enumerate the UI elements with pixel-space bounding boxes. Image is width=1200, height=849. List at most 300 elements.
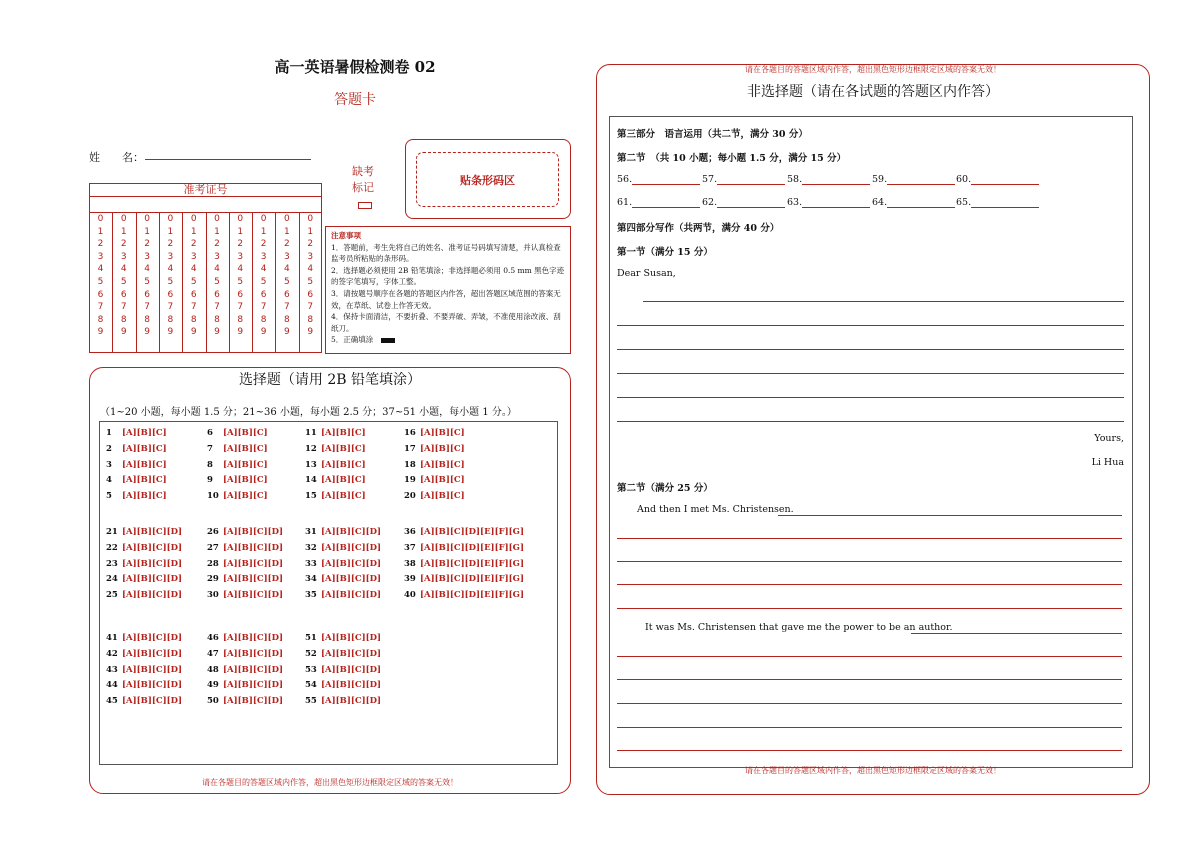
admission-digit-bubble[interactable]: 5 xyxy=(214,276,220,287)
answer-options[interactable]: [A][B][C][D] xyxy=(121,558,183,569)
admission-digit-bubble[interactable]: 6 xyxy=(144,289,150,300)
question-6[interactable] xyxy=(207,428,268,438)
writing-line[interactable] xyxy=(617,656,1122,657)
writing-line[interactable] xyxy=(617,373,1124,374)
admission-number-label: 准考证号 xyxy=(89,183,322,197)
writing-line[interactable] xyxy=(911,633,1122,634)
admission-digit-bubble[interactable]: 5 xyxy=(190,276,197,287)
admission-digit-bubble[interactable]: 0 xyxy=(167,214,174,224)
admission-digit-bubble[interactable]: 4 xyxy=(284,264,290,275)
writing-line[interactable] xyxy=(617,561,1122,562)
paragraph1-start: And then I met Ms. Christensen. xyxy=(637,504,794,515)
admission-digit-bubble[interactable]: 0 xyxy=(120,214,127,224)
question-45[interactable] xyxy=(106,696,182,706)
question-15[interactable] xyxy=(305,491,366,501)
writing-line[interactable] xyxy=(617,608,1122,609)
blank-answer[interactable] xyxy=(787,197,870,208)
blank-answer[interactable] xyxy=(617,197,700,208)
admission-digit-bubble[interactable]: 6 xyxy=(260,289,267,300)
admission-digit-bubble[interactable]: 5 xyxy=(120,276,127,287)
question-4[interactable] xyxy=(106,475,167,485)
admission-digit-bubble[interactable]: 5 xyxy=(144,276,150,287)
admission-digit-bubble[interactable]: 3 xyxy=(167,251,174,262)
warning-left: 请在各题目的答题区域内作答，超出黑色矩形边框限定区域的答案无效！ xyxy=(202,778,458,787)
answer-options[interactable]: [A][B][C][D] xyxy=(222,633,284,643)
answer-options[interactable]: [A][B][C][D] xyxy=(222,558,284,569)
admission-digit-bubble[interactable]: 3 xyxy=(97,251,104,262)
admission-digit-bubble[interactable]: 6 xyxy=(237,289,244,300)
writing-line[interactable] xyxy=(617,750,1122,751)
question-10[interactable] xyxy=(207,491,268,501)
admission-digit-bubble[interactable]: 0 xyxy=(214,214,220,224)
question-42[interactable] xyxy=(106,649,182,659)
question-number: 5 xyxy=(106,491,112,502)
admission-digit-bubble[interactable]: 1 xyxy=(307,226,314,237)
admission-digit-bubble[interactable]: 8 xyxy=(120,314,127,325)
answer-options[interactable]: [A][B][C][D][E][F][G] xyxy=(419,542,524,553)
question-number: 2 xyxy=(106,443,112,454)
blank-line[interactable] xyxy=(887,183,955,185)
question-25[interactable] xyxy=(106,590,182,600)
admission-digit-bubble[interactable]: 4 xyxy=(260,264,267,275)
writing-line[interactable] xyxy=(617,538,1122,539)
question-number: 44 xyxy=(106,680,118,691)
writing-line[interactable] xyxy=(617,727,1122,728)
admission-digit-bubble[interactable]: 1 xyxy=(120,226,127,237)
absent-mark-box[interactable] xyxy=(358,202,372,209)
question-28[interactable] xyxy=(207,559,283,569)
admission-digit-bubble[interactable]: 8 xyxy=(167,314,174,325)
admission-digit-bubble[interactable]: 5 xyxy=(167,276,174,287)
admission-digit-bubble[interactable]: 7 xyxy=(307,302,314,313)
admission-digit-bubble[interactable]: 3 xyxy=(120,251,127,262)
answer-options[interactable]: [A][B][C][D] xyxy=(121,590,183,601)
admission-digit-bubble[interactable]: 9 xyxy=(167,327,174,338)
admission-digit-column[interactable] xyxy=(89,213,112,339)
answer-options[interactable]: [A][B][C][D] xyxy=(320,542,382,553)
question-number: 42 xyxy=(106,648,118,659)
writing-line[interactable] xyxy=(617,349,1124,350)
answer-options[interactable]: [A][B][C] xyxy=(419,428,465,438)
answer-options[interactable]: [A][B][C][D] xyxy=(222,664,284,675)
answer-options[interactable]: [A][B][C] xyxy=(419,459,465,470)
answer-options[interactable]: [A][B][C][D] xyxy=(222,680,284,691)
nonchoice-answer-box xyxy=(609,116,1133,768)
blank-answer[interactable] xyxy=(956,174,1039,185)
admission-digit-bubble[interactable]: 4 xyxy=(214,264,220,275)
blank-line[interactable] xyxy=(632,206,700,208)
question-3[interactable] xyxy=(106,460,167,470)
question-49[interactable] xyxy=(207,680,283,690)
question-8[interactable] xyxy=(207,460,268,470)
admission-digit-column[interactable] xyxy=(112,213,135,339)
blank-line[interactable] xyxy=(717,183,785,185)
admission-digit-bubble[interactable]: 9 xyxy=(214,327,220,338)
admission-digit-column[interactable] xyxy=(252,213,275,339)
answer-options[interactable]: [A][B][C] xyxy=(121,443,167,454)
admission-digit-bubble[interactable]: 5 xyxy=(284,276,290,287)
answer-options[interactable]: [A][B][C] xyxy=(222,459,268,470)
admission-digit-bubble[interactable]: 2 xyxy=(260,239,267,250)
question-27[interactable] xyxy=(207,543,283,553)
admission-digit-bubble[interactable]: 0 xyxy=(307,214,314,224)
admission-digit-bubble[interactable]: 7 xyxy=(260,302,267,313)
answer-options[interactable]: [A][B][C][D] xyxy=(121,574,183,585)
question-50[interactable] xyxy=(207,696,283,706)
question-36[interactable] xyxy=(404,527,524,537)
answer-options[interactable]: [A][B][C][D] xyxy=(121,527,183,537)
admission-digit-bubble[interactable]: 8 xyxy=(97,314,104,325)
answer-options[interactable]: [A][B][C][D][E][F][G] xyxy=(419,527,524,537)
question-2[interactable] xyxy=(106,444,167,454)
admission-digit-bubble[interactable]: 4 xyxy=(144,264,150,275)
column-divider xyxy=(229,213,230,353)
answer-options[interactable]: [A][B][C][D] xyxy=(121,648,183,659)
admission-digit-bubble[interactable]: 1 xyxy=(260,226,267,237)
question-55[interactable] xyxy=(305,696,381,706)
admission-digit-bubble[interactable]: 6 xyxy=(167,289,174,300)
admission-digit-bubble[interactable]: 0 xyxy=(260,214,267,224)
admission-digit-bubble[interactable]: 5 xyxy=(260,276,267,287)
admission-digit-bubble[interactable]: 2 xyxy=(214,239,220,250)
name-field[interactable] xyxy=(145,158,311,160)
question-31[interactable] xyxy=(305,527,381,537)
question-44[interactable] xyxy=(106,680,182,690)
blank-number: 63. xyxy=(787,197,803,208)
question-37[interactable] xyxy=(404,543,524,553)
admission-digit-bubble[interactable]: 2 xyxy=(120,239,127,250)
answer-options[interactable]: [A][B][C][D] xyxy=(121,696,183,707)
admission-digit-bubble[interactable]: 3 xyxy=(284,251,290,262)
admission-digit-bubble[interactable]: 3 xyxy=(190,251,197,262)
admission-digit-bubble[interactable]: 5 xyxy=(307,276,314,287)
column-divider xyxy=(252,213,253,353)
admission-digit-bubble[interactable]: 0 xyxy=(97,214,104,224)
answer-options[interactable]: [A][B][C] xyxy=(419,443,465,454)
admission-digit-bubble[interactable]: 3 xyxy=(307,251,314,262)
admission-digit-column[interactable] xyxy=(136,213,159,339)
admission-digit-bubble[interactable]: 0 xyxy=(284,214,290,224)
admission-digit-bubble[interactable]: 9 xyxy=(260,327,267,338)
question-21[interactable] xyxy=(106,527,182,537)
answer-options[interactable]: [A][B][C] xyxy=(222,443,268,454)
answer-options[interactable]: [A][B][C][D] xyxy=(320,696,382,707)
question-30[interactable] xyxy=(207,590,283,600)
question-47[interactable] xyxy=(207,649,283,659)
answer-options[interactable]: [A][B][C][D] xyxy=(222,696,284,707)
answer-options[interactable]: [A][B][C] xyxy=(320,491,366,502)
admission-digit-bubble[interactable]: 9 xyxy=(284,327,290,338)
admission-digit-bubble[interactable]: 1 xyxy=(190,226,197,237)
notes-item: 1．答题前，考生先将自己的姓名、准考证号码填写清楚，并认真检查监考员所粘贴的条形码。 xyxy=(331,242,561,264)
admission-digit-bubble[interactable]: 1 xyxy=(167,226,174,237)
card-subtitle: 答题卡 xyxy=(334,92,376,108)
question-38[interactable] xyxy=(404,559,524,569)
question-number: 30 xyxy=(207,590,219,601)
blank-number: 58. xyxy=(787,174,803,185)
admission-digit-bubble[interactable]: 7 xyxy=(284,302,290,313)
question-number: 35 xyxy=(305,590,317,601)
admission-digit-column[interactable] xyxy=(275,213,298,339)
paragraph2-start: It was Ms. Christensen that gave me the power to be an author. xyxy=(645,622,953,633)
admission-digit-bubble[interactable]: 6 xyxy=(284,289,290,300)
column-divider xyxy=(136,213,137,353)
admission-digit-column[interactable] xyxy=(206,213,229,339)
blank-line[interactable] xyxy=(632,183,700,185)
blank-answer[interactable] xyxy=(702,174,785,185)
admission-digit-bubble[interactable]: 8 xyxy=(237,314,244,325)
answer-options[interactable]: [A][B][C] xyxy=(320,475,366,486)
admission-digit-bubble[interactable]: 9 xyxy=(237,327,244,338)
column-divider xyxy=(112,213,113,353)
question-20[interactable] xyxy=(404,491,465,501)
admission-digit-bubble[interactable]: 4 xyxy=(167,264,174,275)
question-14[interactable] xyxy=(305,475,366,485)
writing-line[interactable] xyxy=(617,679,1122,680)
admission-digit-bubble[interactable]: 7 xyxy=(167,302,174,313)
blank-answer[interactable] xyxy=(702,197,785,208)
question-number: 32 xyxy=(305,542,317,553)
admission-digit-bubble[interactable]: 6 xyxy=(120,289,127,300)
admission-digit-bubble[interactable]: 7 xyxy=(214,302,220,313)
answer-options[interactable]: [A][B][C][D] xyxy=(222,574,284,585)
question-13[interactable] xyxy=(305,460,366,470)
writing-line[interactable] xyxy=(617,703,1122,704)
question-number: 47 xyxy=(207,648,219,659)
admission-digit-bubble[interactable]: 7 xyxy=(144,302,150,313)
question-22[interactable] xyxy=(106,543,182,553)
admission-digit-bubble[interactable]: 1 xyxy=(97,226,104,237)
admission-digit-bubble[interactable]: 2 xyxy=(167,239,174,250)
question-41[interactable] xyxy=(106,633,182,643)
admission-digit-bubble[interactable]: 8 xyxy=(307,314,314,325)
nonchoice-title: 非选择题（请在各试题的答题区内作答） xyxy=(747,84,999,100)
admission-digit-bubble[interactable]: 4 xyxy=(97,264,104,275)
question-number: 34 xyxy=(305,574,317,585)
admission-digit-bubble[interactable]: 6 xyxy=(307,289,314,300)
admission-digit-column[interactable] xyxy=(299,213,322,339)
question-number: 33 xyxy=(305,558,317,569)
answer-options[interactable]: [A][B][C] xyxy=(222,475,268,486)
answer-options[interactable]: [A][B][C] xyxy=(320,443,366,454)
admission-digit-bubble[interactable]: 7 xyxy=(97,302,104,313)
admission-digit-bubble[interactable]: 7 xyxy=(237,302,244,313)
blank-number: 61. xyxy=(617,197,633,208)
admission-digit-bubble[interactable]: 9 xyxy=(144,327,150,338)
question-17[interactable] xyxy=(404,444,465,454)
admission-digit-bubble[interactable]: 2 xyxy=(97,239,104,250)
admission-digit-bubble[interactable]: 6 xyxy=(97,289,104,300)
blank-line[interactable] xyxy=(717,206,785,208)
question-29[interactable] xyxy=(207,574,283,584)
question-number: 23 xyxy=(106,558,118,569)
admission-digit-bubble[interactable]: 0 xyxy=(144,214,150,224)
question-number: 45 xyxy=(106,696,118,707)
question-32[interactable] xyxy=(305,543,381,553)
admission-digit-bubble[interactable]: 3 xyxy=(144,251,150,262)
question-34[interactable] xyxy=(305,574,381,584)
question-5[interactable] xyxy=(106,491,167,501)
blank-line[interactable] xyxy=(802,206,870,208)
admission-digit-bubble[interactable]: 2 xyxy=(237,239,244,250)
question-number: 27 xyxy=(207,542,219,553)
answer-options[interactable]: [A][B][C][D] xyxy=(121,542,183,553)
admission-digit-bubble[interactable]: 3 xyxy=(237,251,244,262)
admission-digit-bubble[interactable]: 8 xyxy=(190,314,197,325)
admission-digit-bubble[interactable]: 3 xyxy=(214,251,220,262)
answer-options[interactable]: [A][B][C][D] xyxy=(320,574,382,585)
admission-digit-bubble[interactable]: 9 xyxy=(97,327,104,338)
question-16[interactable] xyxy=(404,428,465,438)
blank-line[interactable] xyxy=(802,183,870,185)
question-40[interactable] xyxy=(404,590,524,600)
admission-digit-bubble[interactable]: 0 xyxy=(190,214,197,224)
writing-line[interactable] xyxy=(617,421,1124,422)
answer-options[interactable]: [A][B][C][D] xyxy=(320,527,382,537)
blank-number: 60. xyxy=(956,174,972,185)
answer-options[interactable]: [A][B][C] xyxy=(121,475,167,486)
admission-digit-bubble[interactable]: 2 xyxy=(190,239,197,250)
blank-answer[interactable] xyxy=(787,174,870,185)
admission-digit-bubble[interactable]: 2 xyxy=(144,239,150,250)
admission-digit-bubble[interactable]: 9 xyxy=(190,327,197,338)
writing-line[interactable] xyxy=(617,325,1124,326)
admission-digit-bubble[interactable]: 1 xyxy=(237,226,244,237)
answer-options[interactable]: [A][B][C][D] xyxy=(222,542,284,553)
warning-bottom-right: 请在各题目的答题区域内作答，超出黑色矩形边框限定区域的答案无效！ xyxy=(745,766,1001,775)
admission-digit-column[interactable] xyxy=(182,213,205,339)
admission-digit-bubble[interactable]: 4 xyxy=(237,264,244,275)
question-54[interactable] xyxy=(305,680,381,690)
answer-options[interactable]: [A][B][C][D] xyxy=(320,590,382,601)
question-19[interactable] xyxy=(404,475,465,485)
question-24[interactable] xyxy=(106,574,182,584)
question-1[interactable] xyxy=(106,428,167,438)
question-number: 22 xyxy=(106,542,118,553)
answer-options[interactable]: [A][B][C] xyxy=(419,475,465,486)
blank-answer[interactable] xyxy=(872,174,955,185)
question-26[interactable] xyxy=(207,527,283,537)
admission-digit-bubble[interactable]: 8 xyxy=(144,314,150,325)
answer-options[interactable]: [A][B][C] xyxy=(222,491,268,502)
admission-digit-bubble[interactable]: 4 xyxy=(307,264,314,275)
question-number: 17 xyxy=(404,443,416,454)
answer-options[interactable]: [A][B][C][D] xyxy=(121,680,183,691)
answer-options[interactable]: [A][B][C][D] xyxy=(320,680,382,691)
admission-digit-bubble[interactable]: 8 xyxy=(284,314,290,325)
answer-options[interactable]: [A][B][C] xyxy=(121,491,167,502)
answer-options[interactable]: [A][B][C][D] xyxy=(121,664,183,675)
writing-line[interactable] xyxy=(778,515,1122,516)
admission-digit-bubble[interactable]: 2 xyxy=(284,239,290,250)
answer-options[interactable]: [A][B][C] xyxy=(320,459,366,470)
question-48[interactable] xyxy=(207,665,283,675)
admission-digit-bubble[interactable]: 3 xyxy=(260,251,267,262)
admission-digit-bubble[interactable]: 7 xyxy=(190,302,197,313)
question-51[interactable] xyxy=(305,633,381,643)
answer-options[interactable]: [A][B][C][D] xyxy=(320,648,382,659)
answer-options[interactable]: [A][B][C][D] xyxy=(320,664,382,675)
admission-digit-bubble[interactable]: 5 xyxy=(237,276,244,287)
answer-options[interactable]: [A][B][C][D] xyxy=(222,527,284,537)
answer-options[interactable]: [A][B][C][D] xyxy=(320,558,382,569)
blank-answer[interactable] xyxy=(872,197,955,208)
writing-section1-heading: 第一节（满分 15 分） xyxy=(617,247,713,258)
admission-digit-bubble[interactable]: 1 xyxy=(284,226,290,237)
choice-note: （1~20 小题，每小题 1.5 分；21~36 小题，每小题 2.5 分；37~51 小题，每小题 1 分。） xyxy=(100,407,517,418)
question-46[interactable] xyxy=(207,633,283,643)
admission-digit-bubble[interactable]: 9 xyxy=(120,327,127,338)
blank-answer[interactable] xyxy=(617,174,700,185)
answer-options[interactable]: [A][B][C] xyxy=(222,428,268,438)
notes-item: 2．选择题必须使用 2B 铅笔填涂；非选择题必须用 0.5 mm 黑色字迹的签字笔填写，字体工整。 xyxy=(331,265,565,287)
admission-digit-column[interactable] xyxy=(229,213,252,339)
question-12[interactable] xyxy=(305,444,366,454)
question-number: 15 xyxy=(305,491,317,502)
answer-options[interactable]: [A][B][C] xyxy=(320,428,366,438)
question-43[interactable] xyxy=(106,665,182,675)
answer-options[interactable]: [A][B][C][D] xyxy=(320,633,382,643)
admission-digit-bubble[interactable]: 4 xyxy=(120,264,127,275)
admission-digit-bubble[interactable]: 6 xyxy=(214,289,220,300)
writing-line[interactable] xyxy=(617,584,1122,585)
answer-options[interactable]: [A][B][C][D][E][F][G] xyxy=(419,590,524,601)
answer-options[interactable]: [A][B][C] xyxy=(121,428,167,438)
answer-options[interactable]: [A][B][C][D] xyxy=(121,633,183,643)
answer-options[interactable]: [A][B][C][D] xyxy=(222,590,284,601)
admission-digit-bubble[interactable]: 6 xyxy=(190,289,197,300)
admission-digit-bubble[interactable]: 0 xyxy=(237,214,244,224)
admission-digit-bubble[interactable]: 5 xyxy=(97,276,104,287)
blank-answer[interactable] xyxy=(956,197,1039,208)
blank-line[interactable] xyxy=(971,183,1039,185)
admission-digit-bubble[interactable]: 2 xyxy=(307,239,314,250)
question-39[interactable] xyxy=(404,574,524,584)
question-number: 6 xyxy=(207,428,213,438)
question-7[interactable] xyxy=(207,444,268,454)
answer-options[interactable]: [A][B][C][D][E][F][G] xyxy=(419,558,524,569)
blank-line[interactable] xyxy=(971,206,1039,208)
admission-digit-bubble[interactable]: 8 xyxy=(260,314,267,325)
question-11[interactable] xyxy=(305,428,366,438)
admission-digit-bubble[interactable]: 7 xyxy=(120,302,127,313)
question-number: 7 xyxy=(207,443,213,454)
choice-title: 选择题（请用 2B 铅笔填涂） xyxy=(238,372,422,388)
admission-digit-column[interactable] xyxy=(159,213,182,339)
admission-digit-bubble[interactable]: 4 xyxy=(190,264,197,275)
answer-options[interactable]: [A][B][C][D][E][F][G] xyxy=(419,574,524,585)
writing-line[interactable] xyxy=(617,397,1124,398)
answer-options[interactable]: [A][B][C] xyxy=(419,491,465,502)
question-35[interactable] xyxy=(305,590,381,600)
question-9[interactable] xyxy=(207,475,268,485)
question-23[interactable] xyxy=(106,559,182,569)
answer-options[interactable]: [A][B][C] xyxy=(121,459,167,470)
answer-options[interactable]: [A][B][C][D] xyxy=(222,648,284,659)
admission-digit-bubble[interactable]: 8 xyxy=(214,314,220,325)
admission-digit-bubble[interactable]: 1 xyxy=(214,226,220,237)
question-18[interactable] xyxy=(404,460,465,470)
question-52[interactable] xyxy=(305,649,381,659)
question-number: 37 xyxy=(404,542,416,553)
admission-digit-bubble[interactable]: 9 xyxy=(307,327,314,338)
writing-line[interactable] xyxy=(643,301,1124,302)
question-53[interactable] xyxy=(305,665,381,675)
question-number: 31 xyxy=(305,527,317,537)
blank-line[interactable] xyxy=(887,206,955,208)
question-33[interactable] xyxy=(305,559,381,569)
admission-digit-bubble[interactable]: 1 xyxy=(144,226,150,237)
